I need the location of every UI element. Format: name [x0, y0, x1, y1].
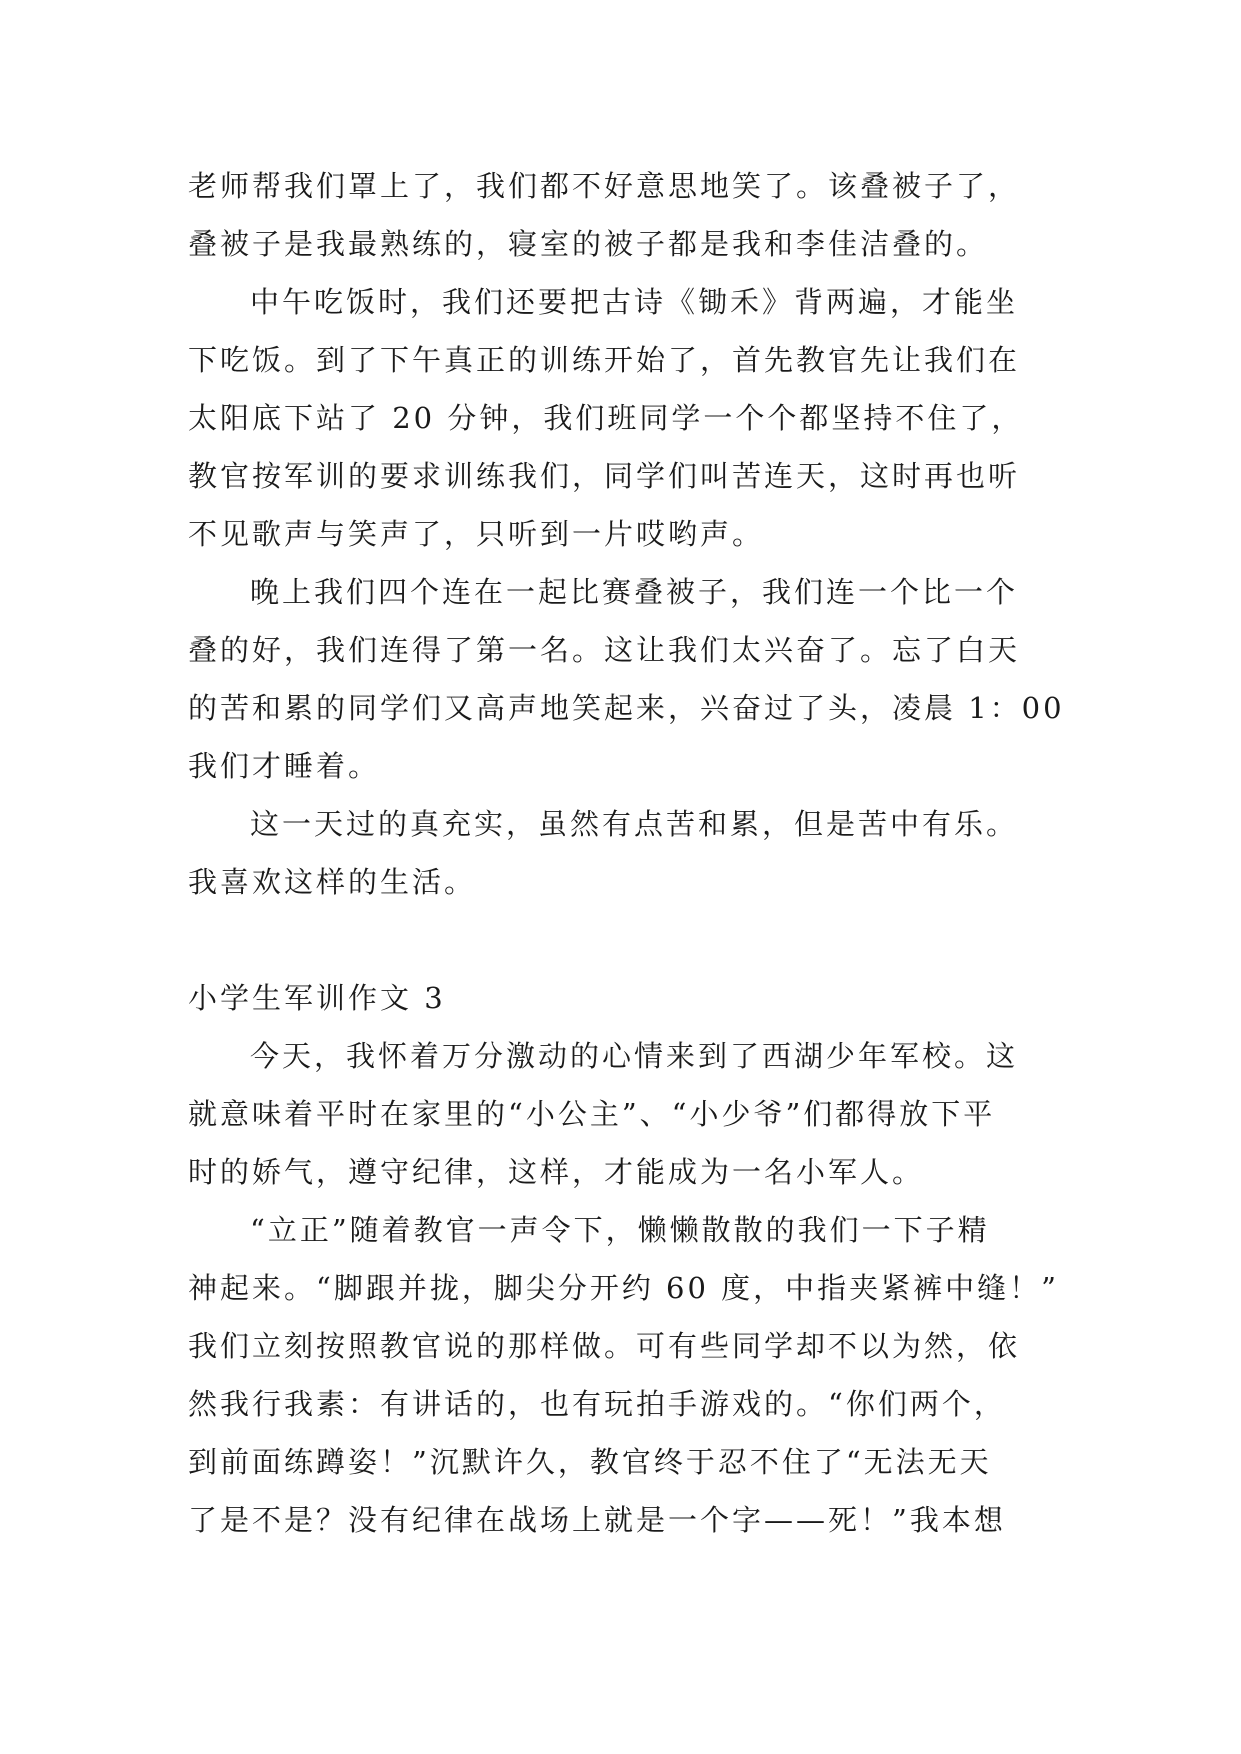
paragraph-line: 叠被子是我最熟练的，寝室的被子都是我和李佳洁叠的。	[188, 227, 989, 261]
paragraph-line: 太阳底下站了 20 分钟，我们班同学一个个都坚持不住了，	[188, 401, 1024, 435]
paragraph-line: 然我行我素：有讲话的，也有玩拍手游戏的。“你们两个，	[188, 1387, 1006, 1421]
paragraph-line: 到前面练蹲姿！”沉默许久，教官终于忍不住了“无法无天	[188, 1445, 992, 1479]
paragraph-line: 我喜欢这样的生活。	[188, 865, 477, 899]
paragraph-line: 的苦和累的同学们又高声地笑起来，兴奋过了头，凌晨 1：00	[188, 691, 1065, 725]
paragraph-line: 中午吃饭时，我们还要把古诗《锄禾》背两遍，才能坐	[250, 285, 1019, 319]
paragraph-line: 我们立刻按照教官说的那样做。可有些同学却不以为然，依	[188, 1329, 1021, 1363]
paragraph-line: 下吃饭。到了下午真正的训练开始了，首先教官先让我们在	[188, 343, 1021, 377]
paragraph-line: 今天，我怀着万分激动的心情来到了西湖少年军校。这	[250, 1039, 1019, 1073]
paragraph-line: 了是不是？没有纪律在战场上就是一个字——死！”我本想	[188, 1503, 1006, 1537]
document-body	[188, 157, 1088, 1549]
section-title: 小学生军训作文 3	[188, 981, 446, 1015]
paragraph-line: 不见歌声与笑声了，只听到一片哎哟声。	[188, 517, 765, 551]
paragraph-line: 我们才睡着。	[188, 749, 381, 783]
paragraph-line: 晚上我们四个连在一起比赛叠被子，我们连一个比一个	[250, 575, 1019, 609]
paragraph-line: “立正”随着教官一声令下，懒懒散散的我们一下子精	[250, 1213, 990, 1247]
paragraph-line: 就意味着平时在家里的“小公主”、“小少爷”们都得放下平	[188, 1097, 996, 1131]
section-gap	[188, 911, 1088, 969]
paragraph-line: 叠的好，我们连得了第一名。这让我们太兴奋了。忘了白天	[188, 633, 1021, 667]
paragraph-line: 老师帮我们罩上了，我们都不好意思地笑了。该叠被子了，	[188, 169, 1021, 203]
paragraph-line: 教官按军训的要求训练我们，同学们叫苦连天，这时再也听	[188, 459, 1021, 493]
paragraph-line: 时的娇气，遵守纪律，这样，才能成为一名小军人。	[188, 1155, 925, 1189]
paragraph-line: 这一天过的真充实，虽然有点苦和累，但是苦中有乐。	[250, 807, 1019, 841]
paragraph-line: 神起来。“脚跟并拢，脚尖分开约 60 度，中指夹紧裤中缝！”	[188, 1271, 1059, 1305]
